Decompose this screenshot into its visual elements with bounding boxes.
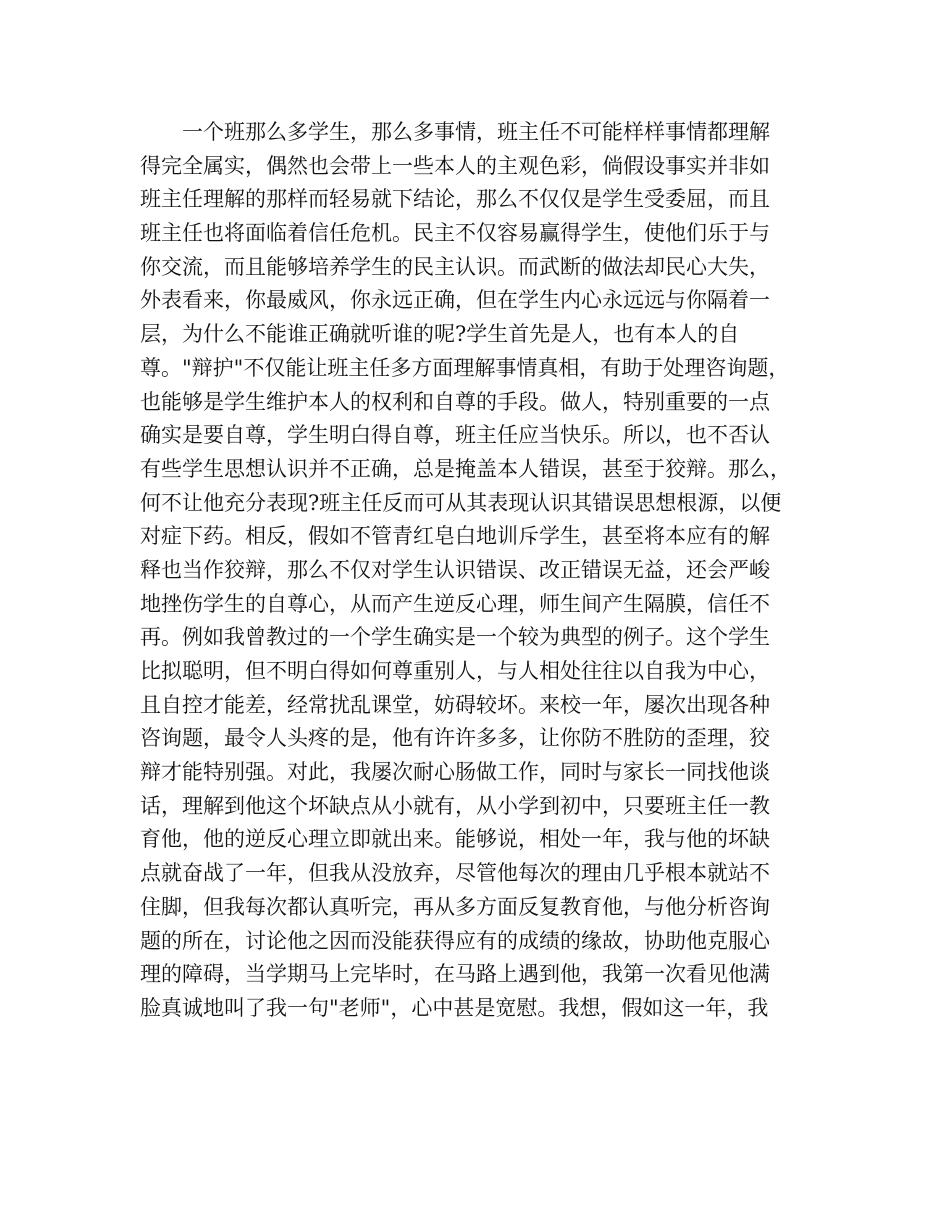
paragraph-line: 对症下药。相反，假如不管青红皂白地训斥学生，甚至将本应有的解 (140, 524, 770, 549)
paragraph-line: 何不让他充分表现?班主任反而可从其表现认识其错误思想根源，以便 (140, 490, 782, 515)
paragraph-line: 释也当作狡辩，那么不仅对学生认识错误、改正错误无益，还会严峻 (140, 557, 770, 582)
paragraph-line: 脸真诚地叫了我一句"老师"，心中甚是宽慰。我想，假如这一年，我 (140, 995, 769, 1020)
document-body (140, 116, 820, 1026)
paragraph-line: 层，为什么不能谁正确就听谁的呢?学生首先是人，也有本人的自 (140, 322, 740, 347)
paragraph-line: 再。例如我曾教过的一个学生确实是一个较为典型的例子。这个学生 (140, 625, 770, 650)
paragraph-line: 辩才能特别强。对此，我屡次耐心肠做工作，同时与家长一同找他谈 (140, 760, 770, 785)
paragraph-line: 也能够是学生维护本人的权利和自尊的手段。做人，特别重要的一点 (140, 389, 770, 414)
paragraph-line: 尊。"辩护"不仅能让班主任多方面理解事情真相，有助于处理咨询题， (140, 355, 790, 380)
paragraph-line: 且自控才能差，经常扰乱课堂，妨碍较坏。来校一年，屡次出现各种 (140, 692, 770, 717)
paragraph-line: 理的障碍，当学期马上完毕时，在马路上遇到他，我第一次看见他满 (140, 962, 770, 987)
paragraph-line: 地挫伤学生的自尊心，从而产生逆反心理，师生间产生隔膜，信任不 (140, 591, 770, 616)
paragraph-line: 住脚，但我每次都认真听完，再从多方面反复教育他，与他分析咨询 (140, 894, 770, 919)
paragraph-line: 有些学生思想认识并不正确，总是掩盖本人错误，甚至于狡辩。那么， (140, 456, 791, 481)
paragraph-line: 比拟聪明，但不明白得如何尊重别人，与人相处往往以自我为中心， (140, 659, 770, 683)
paragraph-line: 班主任也将面临着信任危机。民主不仅容易赢得学生，使他们乐于与 (140, 221, 770, 246)
paragraph-line: 你交流，而且能够培养学生的民主认识。而武断的做法却民心大失， (140, 254, 770, 279)
paragraph-line: 话，理解到他这个坏缺点从小就有，从小学到初中，只要班主任一教 (140, 793, 770, 818)
paragraph-line: 外表看来，你最威风，你永远正确，但在学生内心永远远与你隔着一 (140, 288, 770, 313)
paragraph-line: 咨询题，最令人头疼的是，他有许许多多，让你防不胜防的歪理，狡 (140, 726, 770, 751)
paragraph-line: 题的所在，讨论他之因而没能获得应有的成绩的缘故，协助他克服心 (140, 928, 770, 953)
paragraph-line: 班主任理解的那样而轻易就下结论，那么不仅仅是学生受委屈，而且 (140, 187, 770, 212)
paragraph-line: 点就奋战了一年，但我从没放弃，尽管他每次的理由几乎根本就站不 (140, 861, 770, 886)
paragraph-line: 确实是要自尊，学生明白得自尊，班主任应当快乐。所以，也不否认 (140, 423, 770, 448)
paragraph-line: 一个班那么多学生，那么多事情，班主任不可能样样事情都理解 (182, 120, 770, 144)
paragraph-line: 得完全属实，偶然也会带上一些本人的主观色彩，倘假设事实并非如 (140, 153, 770, 178)
paragraph-line: 育他，他的逆反心理立即就出来。能够说，相处一年，我与他的坏缺 (140, 827, 770, 852)
